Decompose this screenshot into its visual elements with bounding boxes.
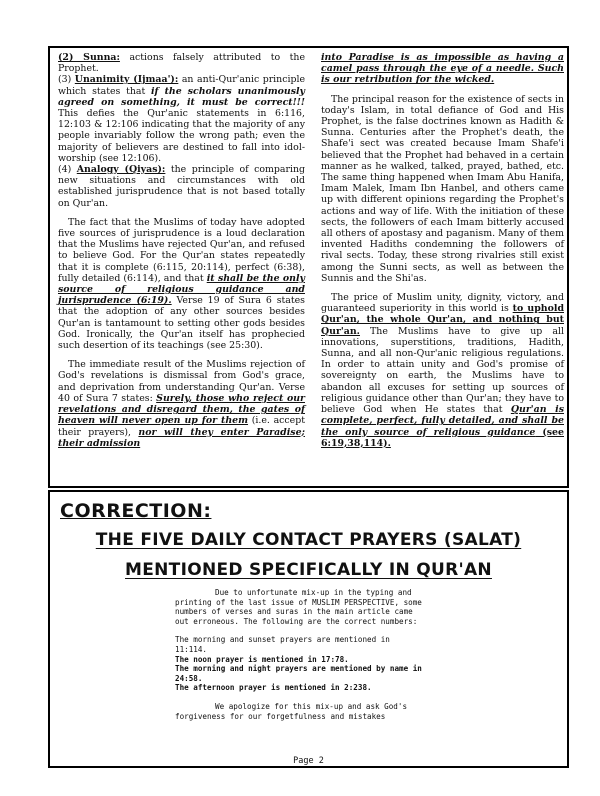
article-frame	[48, 46, 569, 488]
unanimity-desc-1: an anti-Qur'anic principle which states that	[58, 74, 306, 97]
correction-headline-2: MENTIONED SPECIFICALLY IN QUR'AN	[125, 560, 492, 580]
analogy-desc: the principle of comparing new situations and circumstances with old established jurisprudence that is not based totally on Qur'an.	[58, 164, 305, 209]
right-column	[321, 52, 564, 449]
para2-emphasis-1: Surely, those who reject our revelations and disregard them, the gates of heaven will never open up for them	[58, 392, 305, 427]
para4-refs: (see 6:19,38,114).	[321, 426, 564, 449]
paragraph-five-sources	[58, 217, 305, 351]
correction-intro	[175, 588, 425, 626]
unanimity-desc-2: This defies the Qur'anic statements in 6:116, 12:103 & 12:106 indicating that the majority of any people invariably follow the wrong path; even the majority of believers are destined to fall into idol-worship (see 12:106).	[58, 108, 305, 164]
para1-emphasis: it shall be the only source of religious guidance and jurisprudence (6:19).	[58, 272, 305, 307]
list-item: The noon prayer is mentioned in 17:78.	[175, 654, 349, 664]
para1-text-a: The fact that the Muslims of today have adopted five sources of jurisprudence is a loud declaration that the Muslims have rejected Qur'an, and refused to believe God. For the Qur'an states repeatedly that it is complete (6:115, 20:114), perfect (6:38), fully detailed (6:114), and that	[58, 216, 305, 284]
unanimity-num: (3)	[58, 74, 75, 86]
correction-box	[48, 490, 569, 768]
left-column	[58, 52, 305, 449]
intro-text-a: Due to unfortunate mix-up in the typing and printing of the last issue of	[175, 588, 412, 607]
unanimity-quote: if the scholars unanimously agreed on something, it must be correct!!!	[58, 85, 305, 108]
analogy-term: Analogy (Qiyas):	[76, 164, 166, 176]
sunna-term: (2) Sunna:	[58, 52, 120, 63]
para2-text-b: (i.e. accept their prayers),	[58, 415, 305, 438]
publication-name: MUSLIM PERSPECTIVE	[312, 597, 395, 607]
continuation-emphasis: into Paradise is as impossible as having a camel pass through the eye of a needle. Such is our retribution for the wicked.	[321, 52, 564, 86]
paragraph-sects: The principal reason for the existence of sects in today's Islam, in total defiance of God and His Prophet, is the false doctrines known as Hadith & Sunna. Centuries after the Prophet's death, the Shafe'i sect was created because Imam Shafe'i believed that the Prophet had behaved in a certain manner as he walked, talked, prayed, bathed, etc. The same thing happened when Imam Abu Hanifa, Imam Malek, Imam Ibn Hanbel, and others came up with different opinions regarding the Prophet's actions and way of life. With the initiation of these sects, the followers of each Imam bitterly accused all others of apostasy and paganism. Many of them invented Hadiths condemning the followers of rival sects. Today, these strong rivalries still exist among the Sunni sects, as well as between the Sunnis and the Shi'as.	[321, 93, 564, 284]
para4-text-b: The Muslims have to give up all innovations, superstitions, traditions, Hadith, Sunna, and all non-Qur'anic religious regulations. In order to attain unity and God's promise of sovereignty on earth, the Muslims have to abandon all excuses for setting up sources of religious guidance other than Qur'an; they have to believe God when He states that	[321, 325, 564, 416]
list-item: The morning and night prayers are mentioned by name in 24:58.	[175, 664, 422, 683]
sunna-definition	[58, 52, 305, 74]
paragraph-rejection	[58, 359, 305, 449]
para2-emphasis-2: nor will they enter Paradise; their admission	[58, 426, 305, 449]
unanimity-term: Unanimity (Ijmaa'):	[74, 74, 179, 86]
correction-label: CORRECTION:	[60, 500, 212, 522]
correction-apology: We apologize for this mix-up and ask God's forgiveness for our forgetfulness and mistakes	[175, 701, 408, 721]
page-number: Page 2	[293, 756, 324, 766]
list-item: The morning and sunset prayers are mentioned in 11:114.	[175, 635, 390, 654]
correction-note	[175, 588, 425, 721]
analogy-definition	[58, 164, 305, 209]
paragraph-unity	[321, 292, 564, 449]
unanimity-definition	[58, 74, 305, 164]
para4-text-a: The price of Muslim unity, dignity, victory, and guaranteed superiority in this world is	[321, 292, 564, 315]
para4-emphasis-1: to uphold Qur'an, the whole Qur'an, and nothing but Qur'an.	[321, 303, 564, 337]
analogy-num: (4)	[58, 164, 77, 176]
list-item: The afternoon prayer is mentioned in 2:238.	[175, 683, 372, 693]
para4-emphasis-2: Qur'an is complete, perfect, fully detailed, and shall be the only source of religious guidance	[321, 404, 564, 438]
correction-headline-1: THE FIVE DAILY CONTACT PRAYERS (SALAT)	[95, 530, 522, 550]
para1-text-b: Verse 19 of Sura 6 states that the adoption of any other sources besides Qur'an is tantamount to setting other gods besides God. Ironically, the Qur'an itself has prophecied such desertion of its teachings (see 25:30).	[58, 295, 305, 352]
sunna-desc: actions falsely attributed to the Prophet.	[58, 52, 305, 75]
paragraph-continuation	[321, 52, 564, 86]
correction-list	[175, 635, 425, 693]
para2-text-a: The immediate result of the Muslims rejection of God's revelations is dismissal from God's grace, and deprivation from understanding Qur'an. Verse 40 of Sura 7 states:	[58, 359, 305, 404]
intro-text-b: , some numbers of verses and suras in the main article came out erroneous. The following are the correct numbers:	[175, 597, 422, 626]
